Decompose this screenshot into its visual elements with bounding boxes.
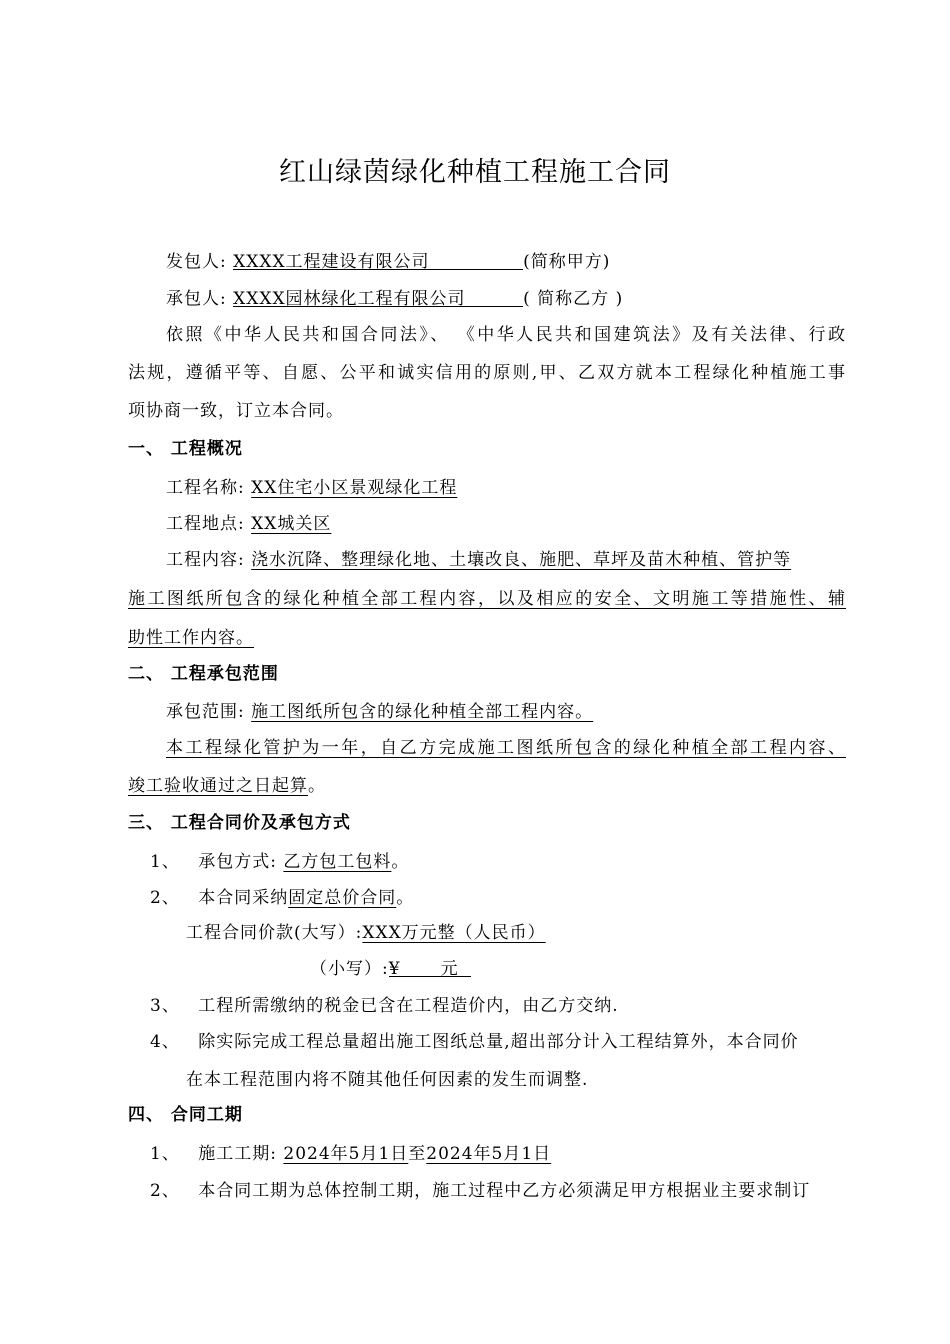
item-number: 2、	[150, 1181, 180, 1201]
care-period-line-1: 本工程绿化管护为一年，自乙方完成施工图纸所包含的绿化种植全部工程内容、	[166, 738, 846, 758]
contract-mode-label: 承包方式:	[198, 852, 277, 872]
tax-text: 工程所需缴纳的税金已含在工程造价内，由乙方交纳.	[198, 996, 619, 1016]
employer-label: 发包人:	[166, 252, 227, 272]
contractor-line	[166, 287, 623, 311]
tax-item	[150, 994, 619, 1018]
section-4-heading: 四、 合同工期	[128, 1105, 243, 1125]
contractor-name: XXXX园林绿化工程有限公司	[233, 289, 466, 309]
project-name-value: XX住宅小区景观绿化工程	[251, 478, 458, 498]
scope-value: 施工图纸所包含的绿化种植全部工程内容。	[251, 702, 594, 722]
preamble-line-2: 法规，遵循平等、自愿、公平和诚实信用的原则,甲、乙双方就本工程绿化种植施工事	[128, 363, 846, 383]
section-1-heading: 一、 工程概况	[128, 439, 243, 459]
project-name-label: 工程名称:	[166, 478, 245, 498]
contract-type-value: 固定总价合同	[288, 888, 397, 908]
price-lower-field	[389, 957, 471, 977]
period-control-text: 本合同工期为总体控制工期，施工过程中乙方必须满足甲方根据业主要求制订	[198, 1181, 811, 1201]
price-upper-line	[186, 921, 546, 945]
price-adjust-item	[150, 1030, 846, 1054]
period-to: 至	[408, 1144, 427, 1164]
contractor-name-field	[233, 287, 523, 307]
section-2-heading: 二、 工程承包范围	[128, 664, 279, 684]
scope-line	[166, 700, 593, 724]
item-number: 1、	[150, 1144, 180, 1164]
care-period-value: 竣工验收通过之日起算	[128, 776, 308, 796]
project-content-line-3: 助性工作内容。	[128, 628, 254, 648]
contractor-label: 承包人:	[166, 289, 227, 309]
project-location-label: 工程地点:	[166, 514, 245, 534]
price-lower-value: ¥	[388, 959, 401, 979]
price-lower-label: （小写）:	[310, 959, 389, 979]
contract-mode-end: 。	[391, 852, 410, 872]
contract-type-item	[150, 886, 414, 910]
section-3-heading: 三、 工程合同价及承包方式	[128, 813, 351, 833]
project-location-line	[166, 512, 331, 536]
project-content-line-1	[166, 548, 846, 572]
contract-type-end: 。	[396, 888, 415, 908]
project-location-value: XX城关区	[251, 514, 332, 534]
construction-period-item	[150, 1142, 551, 1166]
document-title: 红山绿茵绿化种植工程施工合同	[279, 157, 671, 188]
project-content-label: 工程内容:	[166, 550, 245, 570]
preamble-line-3: 项协商一致，订立本合同。	[128, 401, 344, 421]
price-lower-line	[310, 957, 471, 981]
contract-mode-value: 乙方包工包料	[283, 852, 392, 872]
price-upper-value: XXX万元整（人民币）	[362, 923, 546, 943]
contract-mode-item	[150, 850, 409, 874]
period-start-date: 2024年5月1日	[283, 1144, 409, 1164]
project-content-value-1: 浇水沉降、整理绿化地、土壤改良、施肥、草坪及苗木种植、管护等	[251, 550, 792, 570]
preamble-line-1: 依照《中华人民共和国合同法》、 《中华人民共和国建筑法》及有关法律、行政	[166, 325, 846, 345]
item-number: 2、	[150, 888, 180, 908]
contractor-note: ( 简称乙方 )	[523, 289, 624, 309]
scope-label: 承包范围:	[166, 702, 245, 722]
period-control-item	[150, 1179, 846, 1203]
price-adjust-line-2: 在本工程范围内将不随其他任何因素的发生而调整.	[186, 1070, 589, 1090]
care-period-end: 。	[308, 776, 326, 796]
project-name-line	[166, 476, 457, 500]
price-upper-label: 工程合同价款(大写）:	[186, 923, 363, 943]
item-number: 3、	[150, 996, 180, 1016]
price-adjust-line-1: 除实际完成工程总量超出施工图纸总量,超出部分计入工程结算外，本合同价	[198, 1032, 799, 1052]
employer-name: XXXX工程建设有限公司	[233, 252, 430, 272]
care-period-line-2	[128, 774, 326, 798]
employer-line	[166, 250, 610, 274]
item-number: 4、	[150, 1032, 180, 1052]
price-lower-unit: 元	[440, 959, 459, 979]
project-content-line-2: 施工图纸所包含的绿化种植全部工程内容，以及相应的安全、文明施工等措施性、辅	[128, 589, 846, 609]
construction-period-label: 施工工期:	[198, 1144, 277, 1164]
period-end-date: 2024年5月1日	[426, 1144, 552, 1164]
contract-type-label: 本合同采纳	[198, 888, 289, 908]
employer-note: (简称甲方)	[523, 252, 611, 272]
employer-name-field	[233, 250, 523, 270]
item-number: 1、	[150, 852, 180, 872]
